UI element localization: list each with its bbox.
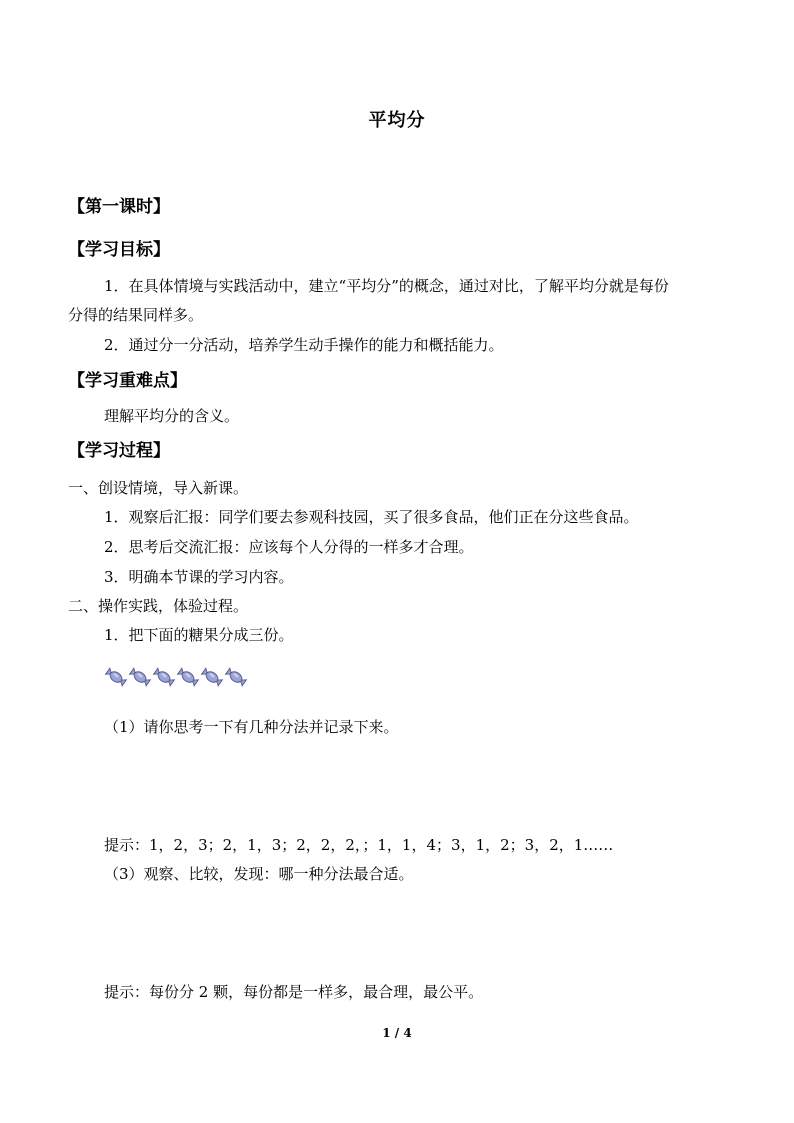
goal-2: 2．通过分一分活动，培养学生动手操作的能力和概括能力。 xyxy=(104,336,504,354)
page-number: 1 / 4 xyxy=(382,1026,412,1040)
part-1-item-1: 1．观察后汇报：同学们要去参观科技园，买了很多食品，他们正在分这些食品。 xyxy=(104,508,639,526)
goal-1-line-a: 1．在具体情境与实践活动中，建立“平均分”的概念，通过对比，了解平均分就是每份 xyxy=(104,277,669,295)
candy-icon xyxy=(152,666,176,688)
part-1-heading: 一、创设情境，导入新课。 xyxy=(68,479,249,497)
part-1-item-2: 2．思考后交流汇报：应该每个人分得的一样多才合理。 xyxy=(104,538,474,556)
section-key-points: 【学习重难点】 xyxy=(68,371,187,391)
section-lesson: 【第一课时】 xyxy=(68,197,170,217)
candy-icon xyxy=(224,666,248,688)
question-1: （1）请你思考一下有几种分法并记录下来。 xyxy=(104,718,399,736)
candy-icon xyxy=(104,666,128,688)
candy-icon xyxy=(176,666,200,688)
question-3: （3）观察、比较，发现：哪一种分法最合适。 xyxy=(104,865,414,883)
key-point-text: 理解平均分的含义。 xyxy=(104,407,240,425)
hint-1: 提示：1，2，3；2，1，3；2，2，2，；1，1，4；3，1，2；3，2，1…… xyxy=(104,836,614,854)
part-2-heading: 二、操作实践，体验过程。 xyxy=(68,597,249,615)
candy-icon xyxy=(128,666,152,688)
part-1-item-3: 3．明确本节课的学习内容。 xyxy=(104,568,294,586)
page-title: 平均分 xyxy=(368,110,426,131)
goal-1-line-b: 分得的结果同样多。 xyxy=(68,306,204,324)
part-2-item-1: 1．把下面的糖果分成三份。 xyxy=(104,626,294,644)
candy-image-row xyxy=(104,663,248,691)
section-goals: 【学习目标】 xyxy=(68,240,170,260)
hint-2: 提示：每份分 2 颗，每份都是一样多，最合理，最公平。 xyxy=(104,983,484,1001)
candy-icon xyxy=(200,666,224,688)
section-process: 【学习过程】 xyxy=(68,441,170,461)
